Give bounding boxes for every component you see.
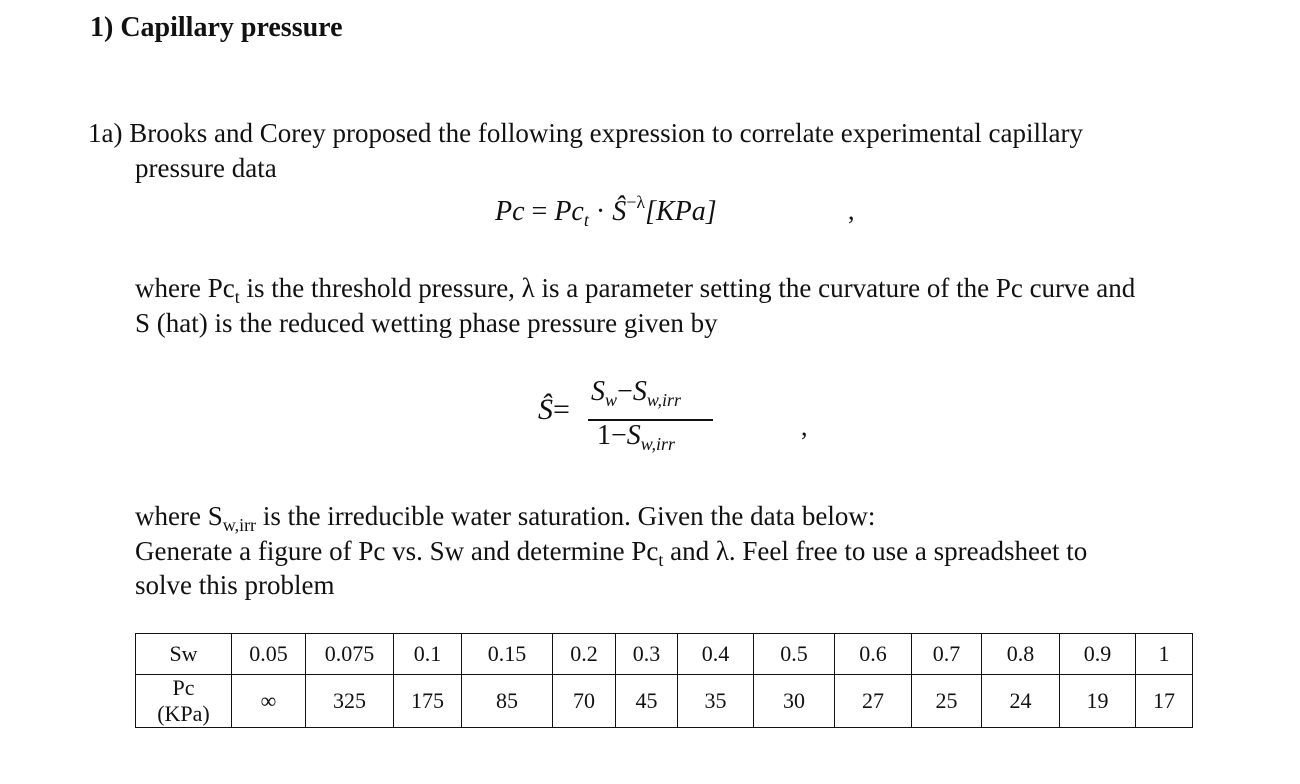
eq2-equals: = (553, 393, 570, 426)
eq2-den-s: S (626, 420, 641, 451)
sw-cell: 0.4 (678, 634, 754, 675)
instr-l1-pre: where S (135, 501, 223, 531)
pc-cell: 85 (462, 675, 553, 728)
sw-cell: 0.15 (462, 634, 553, 675)
pc-cell: ∞ (232, 675, 306, 728)
eq2-num-swirr: S (632, 376, 647, 407)
sw-cell: 0.3 (616, 634, 678, 675)
desc-l1-post: is the threshold pressure, λ is a parameter setting the curvature of the Pc curve and (239, 273, 1136, 303)
eq2-num-sw: S (591, 376, 605, 407)
pc-label-1: Pc (172, 675, 195, 700)
eq1-exponent: −λ (626, 192, 646, 212)
pc-cell: 27 (835, 675, 912, 728)
sw-cell: 0.075 (306, 634, 394, 675)
eq1-pc-sub: t (583, 210, 589, 230)
data-table (135, 633, 1193, 728)
pc-cell: 35 (678, 675, 754, 728)
instr-l2-sub: t (658, 550, 664, 570)
sw-label-cell: Sw (136, 634, 232, 675)
sw-cell: 0.2 (553, 634, 616, 675)
eq2-lhs (538, 393, 570, 427)
sw-cell: 0.8 (982, 634, 1060, 675)
pc-cell: 25 (912, 675, 982, 728)
sw-cell: 0.7 (912, 634, 982, 675)
sw-row (136, 634, 1193, 675)
brooks-corey-equation (495, 192, 717, 231)
instr-l2-pre: Generate a figure of Pc vs. Sw and determine Pc (135, 536, 659, 566)
eq1-comma: , (848, 196, 855, 225)
eq2-den-sub: w,irr (640, 434, 675, 454)
eq1-lhs: Pc (495, 196, 525, 227)
eq1-dot: · (595, 196, 606, 227)
desc-l1-sub: t (234, 287, 240, 307)
sw-cell: 1 (1136, 634, 1193, 675)
eq2-num-sw-sub: w (605, 390, 618, 410)
eq2-s-hat: Ŝ (538, 393, 553, 426)
sw-cell: 0.05 (232, 634, 306, 675)
eq1-units: [KPa] (645, 196, 717, 227)
question-1a-line-1: 1a) Brooks and Corey proposed the following expression to correlate experimental capillary (88, 118, 1083, 148)
sw-cell: 0.1 (394, 634, 462, 675)
instructions-line-3: solve this problem (135, 570, 335, 600)
pc-row (136, 675, 1193, 728)
pc-label-2: (KPa) (157, 701, 210, 726)
pc-cell: 45 (616, 675, 678, 728)
eq1-pc: Pc (554, 196, 584, 227)
sw-cell: 0.6 (835, 634, 912, 675)
eq2-comma: , (801, 412, 808, 441)
pc-cell: 30 (754, 675, 835, 728)
description-line-2: S (hat) is the reduced wetting phase pressure given by (135, 308, 718, 338)
desc-l1-pre: where Pc (135, 273, 235, 303)
pc-cell: 325 (306, 675, 394, 728)
pc-cell: 24 (982, 675, 1060, 728)
pc-cell: 17 (1136, 675, 1193, 728)
pc-cell: 175 (394, 675, 462, 728)
pc-cell: 19 (1060, 675, 1136, 728)
instr-l1-sub: w,irr (222, 515, 257, 535)
eq2-minus: − (617, 376, 633, 407)
pc-cell: 70 (553, 675, 616, 728)
eq2-num-swirr-sub: w,irr (646, 390, 681, 410)
pc-label-cell (136, 675, 232, 728)
instr-l2-post: and λ. Feel free to use a spreadsheet to (663, 536, 1088, 566)
eq1-equals: = (531, 196, 548, 227)
section-heading: 1) Capillary pressure (90, 12, 343, 43)
question-1a-line-2: pressure data (135, 153, 277, 183)
eq2-den-one: 1− (597, 420, 627, 451)
eq2-denominator (597, 420, 675, 455)
eq1-s-hat: Ŝ (612, 196, 627, 227)
eq2-numerator (591, 376, 681, 411)
sw-cell: 0.5 (754, 634, 835, 675)
instr-l1-post: is the irreducible water saturation. Given the data below: (256, 501, 876, 531)
sw-cell: 0.9 (1060, 634, 1136, 675)
